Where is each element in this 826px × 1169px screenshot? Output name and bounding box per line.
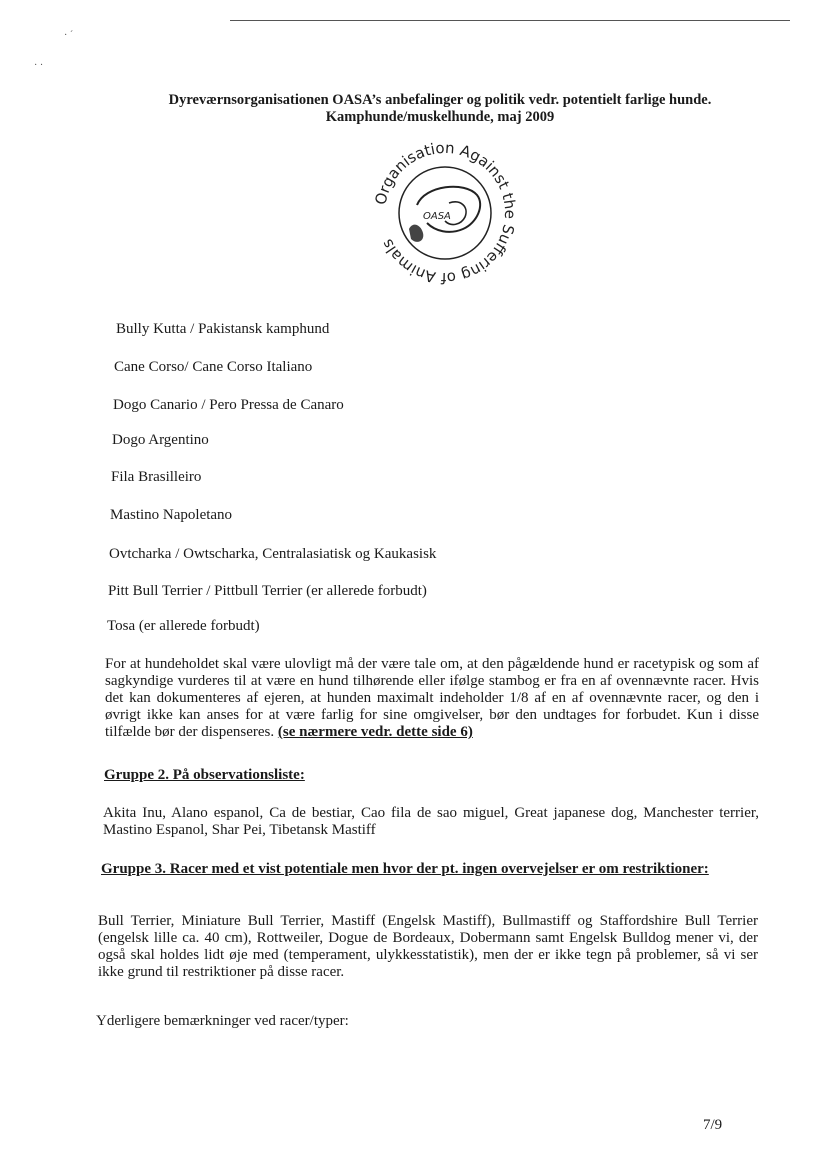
top-rule: [230, 20, 790, 21]
breed-item: Fila Brasilleiro: [111, 469, 202, 485]
page-number: 7/9: [703, 1117, 723, 1133]
logo-ring-text: Organisation Against the Suffering of Animals: [371, 138, 520, 288]
breed-item: Bully Kutta / Pakistansk kamphund: [116, 321, 330, 337]
document-title: [110, 92, 770, 126]
oasa-logo: [365, 133, 525, 293]
breed-item: Mastino Napoletano: [110, 507, 233, 523]
group-3-text: Bull Terrier, Miniature Bull Terrier, Mastiff (Engelsk Mastiff), Bullmastiff og Staffordshire Bull Terrier (engelsk lille ca. 40 cm), Rottweiler, Dogue de Bordeaux, Dobermann samt Engelsk Bulldog mener vi, der også skal holdes lidt øje med (temperament, ulykkesstatistik), men der er ikke tegn på problemer, så vi ser ikke grund til restriktioner på disse racer.: [98, 913, 758, 980]
breed-item: Tosa (er allerede forbudt): [107, 618, 260, 634]
scan-speck: · ·: [34, 60, 44, 71]
group-2-text: Akita Inu, Alano espanol, Ca de bestiar, Cao fila de sao miguel, Great japanese dog, Manchester terrier, Mastino Espanol, Shar Pei, Tibetansk Mastiff: [103, 805, 759, 838]
scan-speck: · ´: [64, 30, 74, 41]
logo-animal-mark: [409, 225, 423, 242]
further-remarks: Yderligere bemærkninger ved racer/typer:: [96, 1013, 349, 1029]
group-3-heading: Gruppe 3. Racer med et vist potentiale men hvor der pt. ingen overvejelser er om restriktioner:: [101, 861, 709, 877]
breed-item: Dogo Canario / Pero Pressa de Canaro: [113, 397, 344, 413]
page-6-reference: (se nærmere vedr. dette side 6): [277, 724, 473, 740]
breed-item: Dogo Argentino: [112, 432, 209, 448]
breed-item: Pitt Bull Terrier / Pittbull Terrier (er allerede forbudt): [108, 583, 427, 599]
breed-item: Ovtcharka / Owtscharka, Centralasiatisk og Kaukasisk: [109, 546, 437, 562]
breed-item: Cane Corso/ Cane Corso Italiano: [114, 359, 313, 375]
group-2-heading: Gruppe 2. På observationsliste:: [104, 767, 305, 783]
exemption-paragraph: [105, 656, 759, 741]
title-line-2: Kamphunde/muskelhunde, maj 2009: [325, 109, 555, 125]
logo-center-text: OASA: [423, 211, 451, 222]
exemption-text: For at hundeholdet skal være ulovligt må der være tale om, at den pågældende hund er racetypisk og som af sagkyndige vurderes til at være en hund tilhørende eller ifølge stambog er fra en af ovennævnte racer. Hvis det kan dokumenteres af ejeren, at hunden maximalt indeholder 1/8 af en af ovennævnte racer, og den i øvrigt ikke kan anses for at være farlig for sine omgivelser, bør den undtages for forbudet. Kun i disse tilfælde bør der dispenseres.: [105, 656, 759, 740]
logo-hand-shape: [417, 187, 480, 232]
title-line-1: Dyreværnsorganisationen OASA’s anbefalinger og politik vedr. potentielt farlige hunde.: [168, 92, 712, 108]
